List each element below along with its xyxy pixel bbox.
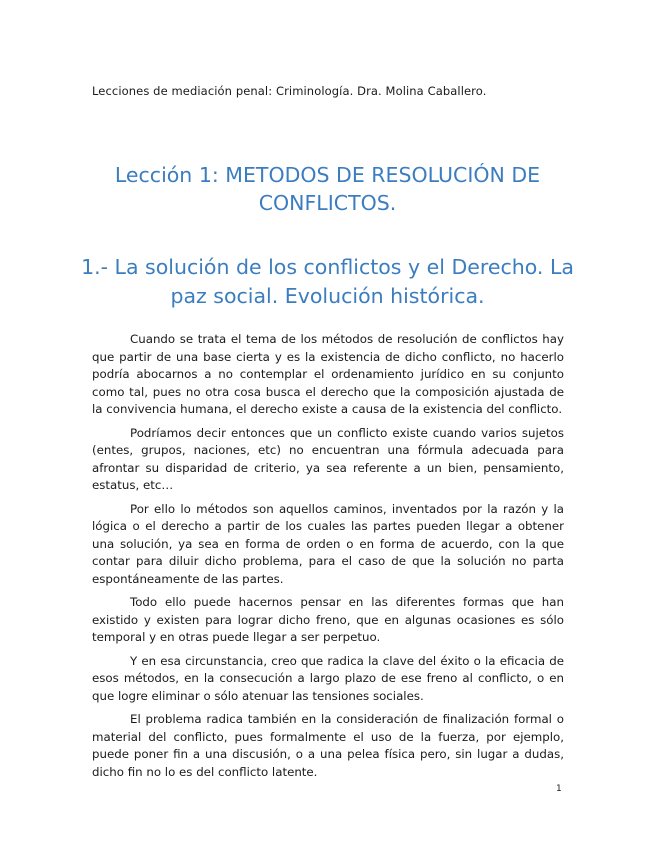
page-number: 1 [556, 784, 562, 794]
section-title: 1.- La solución de los conflictos y el Derecho. La paz social. Evolución histórica. [81, 255, 574, 308]
body-text [92, 331, 564, 787]
running-header: Lecciones de mediación penal: Criminología. Dra. Molina Caballero. [92, 84, 487, 98]
paragraph-2: Podríamos decir entonces que un conflicto existe cuando varios sujetos (entes, grupos, naciones, etc) no encuentran una fórmula adecuada para afrontar su disparidad de criterio, ya sea referente a un bien, pensamiento, estatus, etc… [92, 425, 564, 492]
paragraph-6: El problema radica también en la consideración de finalización formal o material del conflicto, pues formalmente el uso de la fuerza, por ejemplo, puede poner fin a una discusión, o a una pelea física pero, sin lugar a dudas, dicho fin no lo es del conflicto latente. [92, 712, 564, 779]
paragraph-5: Y en esa circunstancia, creo que radica la clave del éxito o la eficacia de esos métodos, en la consecución a largo plazo de ese freno al conflicto, o en que logre eliminar o sólo atenuar las tensiones sociales. [92, 653, 564, 703]
paragraph-1: Cuando se trata el tema de los métodos de resolución de conflictos hay que partir de una base cierta y es la existencia de dicho conflicto, no hacerlo podría abocarnos a no contemplar el ordenamiento jurídico en su conjunto como tal, pues no otra cosa busca el derecho que la composición ajustada de la convivencia humana, el derecho existe a causa de la existencia del conflicto. [92, 332, 564, 416]
lesson-title: Lección 1: METODOS DE RESOLUCIÓN DE CONFLICTOS. [114, 163, 541, 215]
paragraph-4: Todo ello puede hacernos pensar en las diferentes formas que han existido y existen para lograr dicho freno, que en algunas ocasiones es sólo temporal y en otras puede llegar a ser perpetuo. [92, 595, 564, 644]
paragraph-3: Por ello lo métodos son aquellos caminos, inventados por la razón y la lógica o el derecho a partir de los cuales las partes pueden llegar a obtener una solución, ya sea en forma de orden o en forma de acuerdo, con la que contar para diluir dicho problema, para el caso de que la solución no parta espontáneamente de las partes. [92, 501, 564, 586]
